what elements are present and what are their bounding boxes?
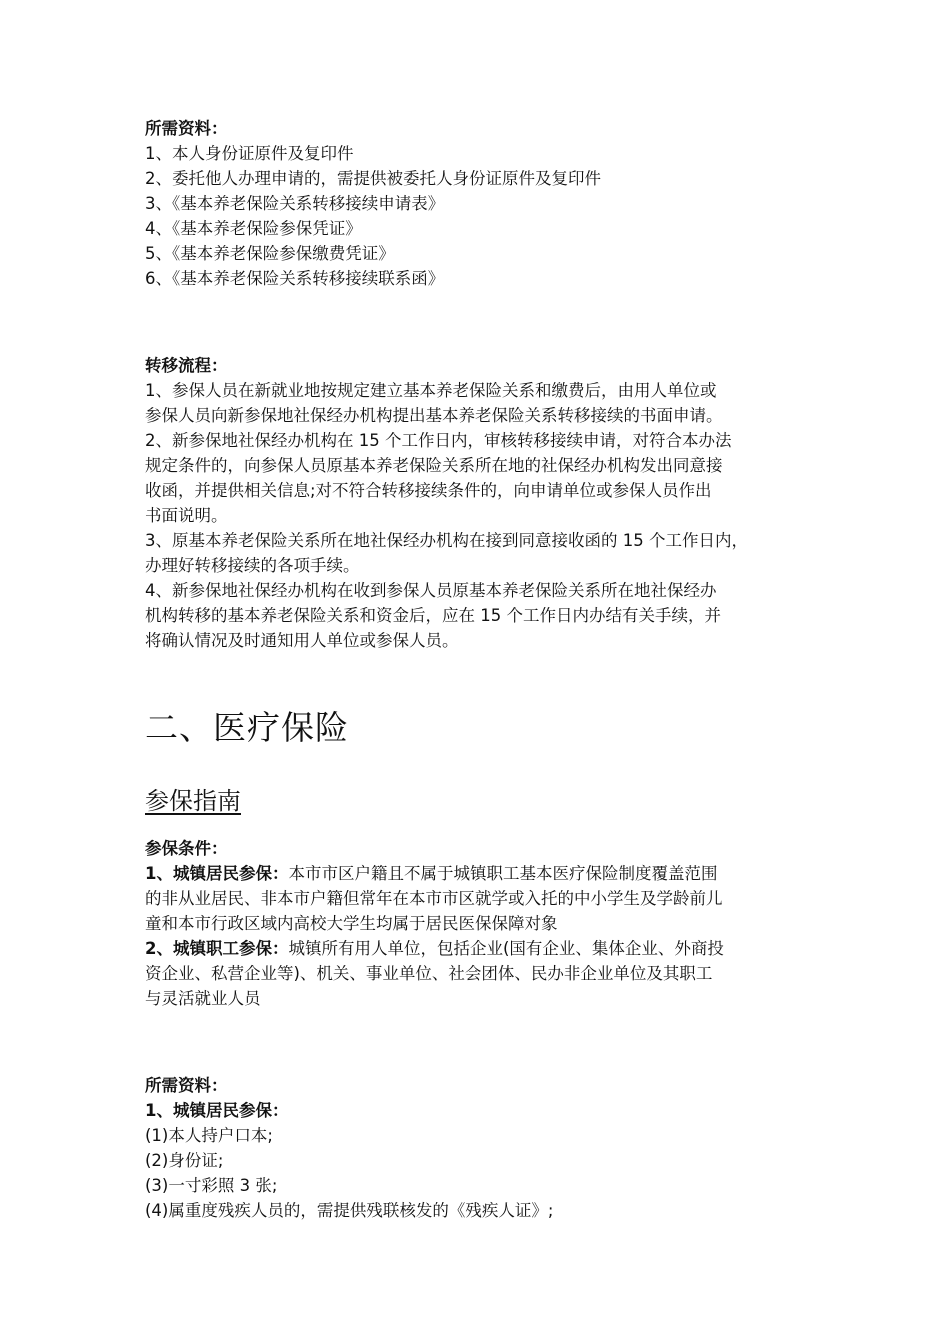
pension-material-item: 6、《基本养老保险关系转移接续联系函》 <box>145 269 445 288</box>
transfer-step-2-line: 2、新参保地社保经办机构在 15 个工作日内，审核转移接续申请，对符合本办法 <box>145 431 732 450</box>
transfer-step-4-line: 4、新参保地社保经办机构在收到参保人员原基本养老保险关系所在地社保经办 <box>145 581 717 600</box>
pension-materials-title: 所需资料： <box>145 119 228 138</box>
condition-item-1 <box>145 861 825 886</box>
pension-material-item: 5、《基本养老保险参保缴费凭证》 <box>145 244 395 263</box>
condition-item-1-label: 1、城镇居民参保： <box>145 864 289 883</box>
transfer-step-3-line: 3、原基本养老保险关系所在地社保经办机构在接到同意接收函的 15 个工作日内， <box>145 531 748 550</box>
pension-material-item: 3、《基本养老保险关系转移接续申请表》 <box>145 194 445 213</box>
condition-item-1-line: 童和本市行政区域内高校大学生均属于居民医保保障对象 <box>145 914 558 933</box>
medical-material-item: (4)属重度残疾人员的，需提供残联核发的《残疾人证》; <box>145 1201 554 1220</box>
condition-item-2-text: 城镇所有用人单位，包括企业(国有企业、集体企业、外商投 <box>288 939 724 958</box>
transfer-step-2-line: 收函，并提供相关信息;对不符合转移接续条件的，向申请单位或参保人员作出 <box>145 481 712 500</box>
conditions-title: 参保条件： <box>145 839 228 858</box>
transfer-process-section <box>145 353 825 653</box>
pension-material-item: 1、本人身份证原件及复印件 <box>145 144 354 163</box>
condition-item-2 <box>145 936 825 961</box>
pension-material-item: 2、委托他人办理申请的，需提供被委托人身份证原件及复印件 <box>145 169 601 188</box>
transfer-step-1-line: 参保人员向新参保地社保经办机构提出基本养老保险关系转移接续的书面申请。 <box>145 406 723 425</box>
transfer-process-title: 转移流程： <box>145 356 228 375</box>
enrollment-conditions-section <box>145 836 825 1011</box>
condition-item-2-label: 2、城镇职工参保： <box>145 939 289 958</box>
medical-insurance-heading: 二、医疗保险 <box>145 708 349 747</box>
pension-materials-section <box>145 116 825 291</box>
medical-materials-title: 所需资料： <box>145 1076 228 1095</box>
pension-material-item: 4、《基本养老保险参保凭证》 <box>145 219 362 238</box>
transfer-step-2-line: 规定条件的，向参保人员原基本养老保险关系所在地的社保经办机构发出同意接 <box>145 456 723 475</box>
transfer-step-4-line: 将确认情况及时通知用人单位或参保人员。 <box>145 631 459 650</box>
document-content <box>145 116 825 1223</box>
transfer-step-1-line: 1、参保人员在新就业地按规定建立基本养老保险关系和缴费后，由用人单位或 <box>145 381 717 400</box>
medical-material-item: (1)本人持户口本; <box>145 1126 273 1145</box>
medical-material-item: (3)一寸彩照 3 张; <box>145 1176 278 1195</box>
medical-materials-subtitle: 1、城镇居民参保： <box>145 1101 289 1120</box>
condition-item-2-line: 资企业、私营企业等)、机关、事业单位、社会团体、民办非企业单位及其职工 <box>145 964 713 983</box>
transfer-step-2-line: 书面说明。 <box>145 506 228 525</box>
enrollment-guide-subheading: 参保指南 <box>145 787 241 815</box>
condition-item-1-line: 的非从业居民、非本市户籍但常年在本市市区就学或入托的中小学生及学龄前儿 <box>145 889 723 908</box>
condition-item-1-text: 本市市区户籍且不属于城镇职工基本医疗保险制度覆盖范围 <box>288 864 718 883</box>
transfer-step-3-line: 办理好转移接续的各项手续。 <box>145 556 360 575</box>
medical-materials-section <box>145 1073 825 1223</box>
transfer-step-4-line: 机构转移的基本养老保险关系和资金后，应在 15 个工作日内办结有关手续，并 <box>145 606 721 625</box>
condition-item-2-line: 与灵活就业人员 <box>145 989 261 1008</box>
medical-material-item: (2)身份证; <box>145 1151 224 1170</box>
